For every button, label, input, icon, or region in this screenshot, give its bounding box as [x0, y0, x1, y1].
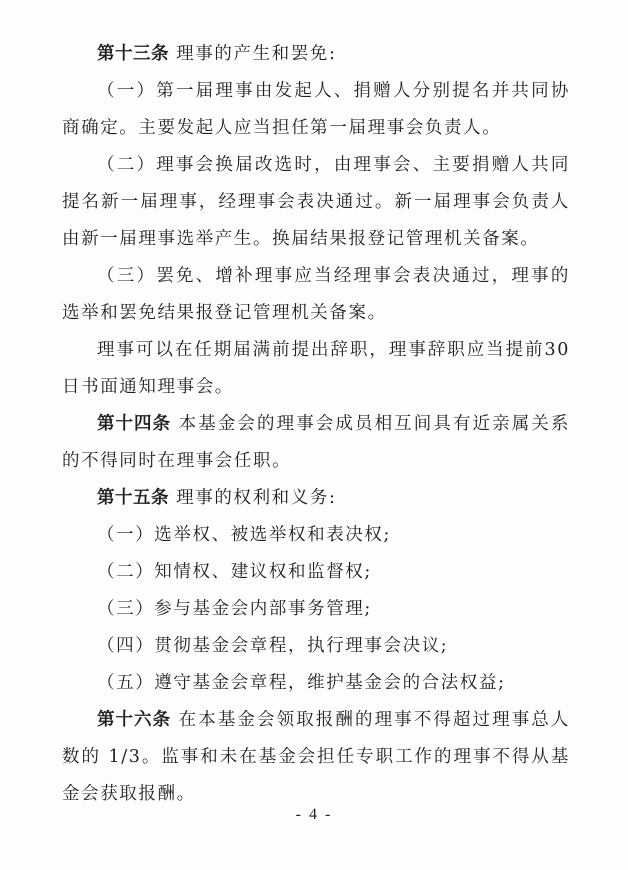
- paragraph: [62, 147, 570, 258]
- paragraph-text: （五）遵守基金会章程，维护基金会的合法权益;: [97, 673, 506, 693]
- paragraph: [62, 591, 570, 628]
- paragraph-text: （三）罢免、增补理事应当经理事会表决通过，理事的选举和罢免结果报登记管理机关备案。: [62, 266, 570, 323]
- paragraph: [62, 332, 570, 406]
- paragraph-text: （二）理事会换届改选时，由理事会、主要捐赠人共同提名新一届理事，经理事会表决通过。新一届理事会负责人由新一届理事选举产生。换届结果报登记管理机关备案。: [62, 155, 570, 249]
- paragraph-text: （四）贯彻基金会章程，执行理事会决议;: [97, 636, 449, 656]
- paragraph: [62, 702, 570, 813]
- article-heading: 第十五条: [97, 488, 169, 508]
- article-heading: 第十三条: [97, 44, 169, 64]
- paragraph-text: （一）选举权、被选举权和表决权;: [97, 525, 391, 545]
- paragraph-text: 理事的权利和义务:: [176, 488, 337, 508]
- paragraph: [62, 73, 570, 147]
- document-body: [62, 36, 570, 813]
- paragraph-text: 理事的产生和罢免:: [176, 44, 337, 64]
- paragraph: [62, 258, 570, 332]
- page-number: - 4 -: [295, 806, 333, 823]
- paragraph: [62, 406, 570, 480]
- paragraph: [62, 480, 570, 517]
- paragraph: [62, 554, 570, 591]
- paragraph-text: （一）第一届理事由发起人、捐赠人分别提名并共同协商确定。主要发起人应当担任第一届理事会负责人。: [62, 81, 570, 138]
- article-heading: 第十四条: [97, 414, 171, 434]
- paragraph-text: 在本基金会领取报酬的理事不得超过理事总人数的 1/3。监事和未在基金会担任专职工作的理事不得从基金会获取报酬。: [62, 710, 571, 804]
- paragraph-text: （二）知情权、建议权和监督权;: [97, 562, 372, 582]
- paragraph: [62, 36, 570, 73]
- paragraph-text: （三）参与基金会内部事务管理;: [97, 599, 372, 619]
- paragraph-text: 理事可以在任期届满前提出辞职，理事辞职应当提前30日书面通知理事会。: [62, 340, 570, 397]
- paragraph: [62, 517, 570, 554]
- paragraph-text: 本基金会的理事会成员相互间具有近亲属关系的不得同时在理事会任职。: [62, 414, 571, 471]
- article-heading: 第十六条: [97, 710, 171, 730]
- paragraph: [62, 628, 570, 665]
- paragraph: [62, 665, 570, 702]
